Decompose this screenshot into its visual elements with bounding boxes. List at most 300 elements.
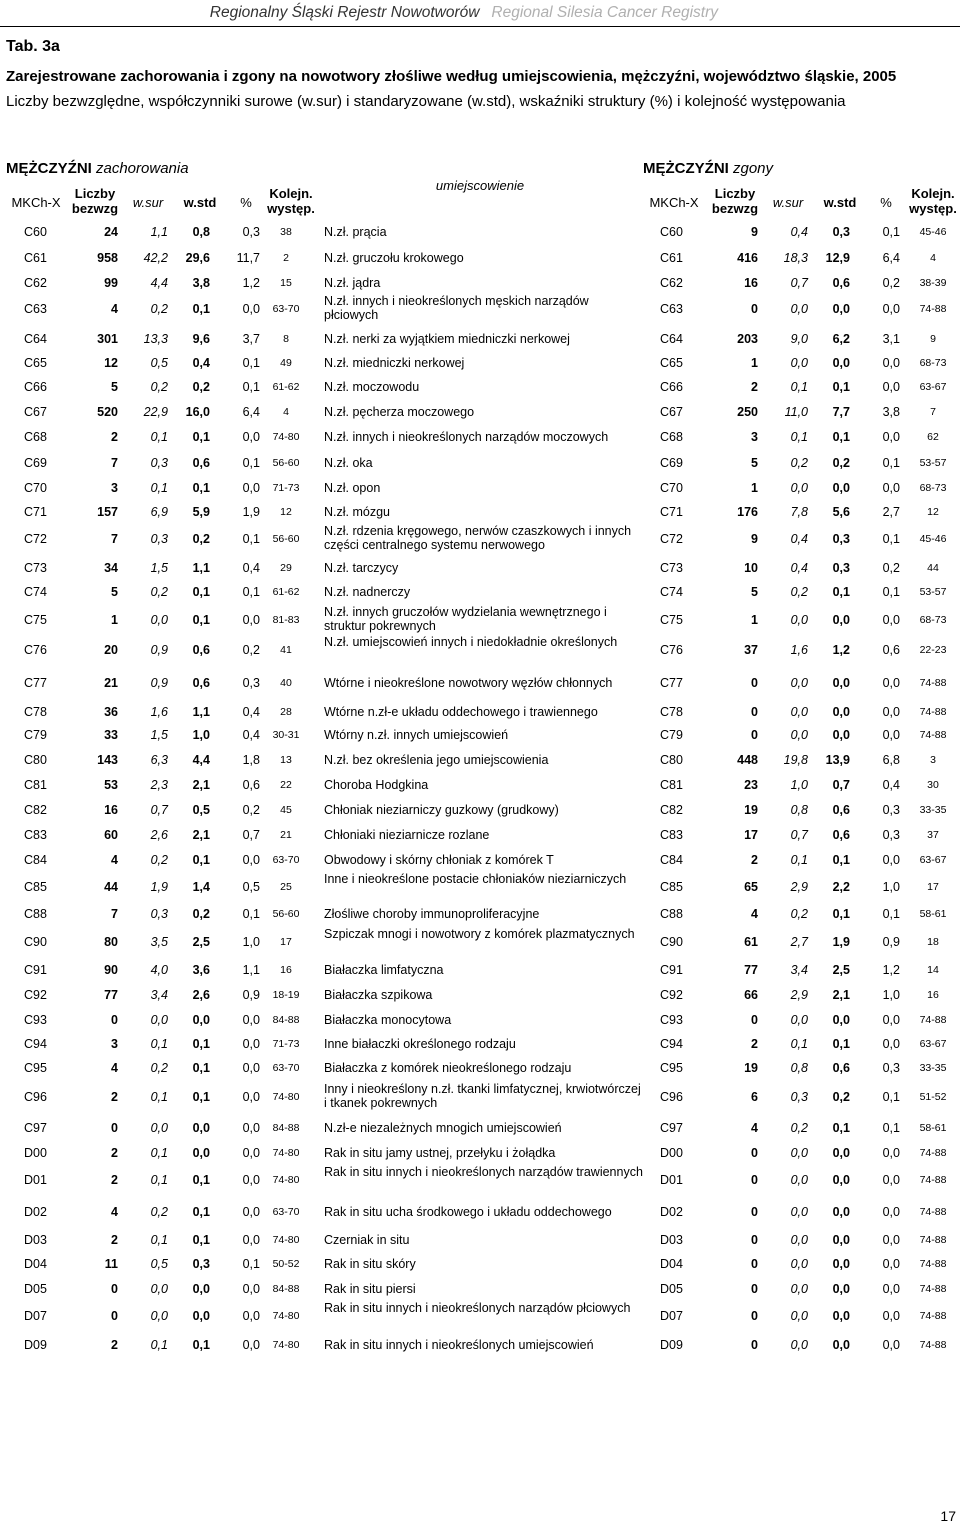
incidence-std-rate: 0,1 [192, 1061, 210, 1075]
mortality-std-rate: 0,0 [832, 1013, 850, 1027]
site-code: C79 [24, 728, 47, 742]
site-code: C94 [24, 1037, 47, 1051]
incidence-std-rate: 0,2 [192, 907, 210, 921]
incidence-crude-rate: 1,5 [150, 561, 168, 575]
incidence-percent: 6,4 [242, 405, 260, 419]
incidence-count: 90 [104, 963, 118, 977]
mortality-crude-rate: 0,0 [790, 1338, 808, 1352]
site-code: D02 [24, 1205, 47, 1219]
incidence-rank: 74-80 [272, 1174, 300, 1186]
mortality-std-rate: 0,0 [832, 356, 850, 370]
mortality-std-rate: 0,0 [832, 1309, 850, 1323]
mortality-count: 0 [751, 676, 758, 690]
site-code-mortality: D04 [660, 1257, 683, 1271]
incidence-rank: 18-19 [272, 989, 300, 1001]
site-code-mortality: D01 [660, 1173, 683, 1187]
incidence-rank: 17 [280, 936, 292, 948]
incidence-percent: 0,0 [242, 481, 260, 495]
site-code: D00 [24, 1146, 47, 1160]
incidence-std-rate: 0,1 [192, 613, 210, 627]
table-row [0, 585, 960, 599]
site-code-mortality: C96 [660, 1090, 683, 1104]
incidence-std-rate: 0,1 [192, 1037, 210, 1051]
mortality-percent: 0,2 [882, 561, 900, 575]
mortality-crude-rate: 0,2 [790, 585, 808, 599]
incidence-percent: 0,0 [242, 1205, 260, 1219]
mortality-percent: 0,0 [882, 302, 900, 316]
site-name: Chłoniaki nieziarnicze rozlane [324, 828, 490, 842]
col-header-count [70, 186, 120, 216]
site-code: C76 [24, 643, 47, 657]
incidence-rank: 15 [280, 277, 292, 289]
incidence-crude-rate: 0,1 [150, 1233, 168, 1247]
mortality-std-rate: 0,6 [832, 276, 850, 290]
incidence-count: 21 [104, 676, 118, 690]
mortality-count: 2 [751, 1037, 758, 1051]
mortality-crude-rate: 0,4 [790, 225, 808, 239]
site-code: D05 [24, 1282, 47, 1296]
mortality-std-rate: 0,0 [832, 481, 850, 495]
mortality-std-rate: 2,2 [832, 880, 850, 894]
incidence-crude-rate: 0,2 [150, 853, 168, 867]
incidence-crude-rate: 0,1 [150, 1173, 168, 1187]
table-row [0, 561, 960, 575]
mortality-rank: 33-35 [919, 1062, 947, 1074]
site-name: N.zł. innych i nieokreślonych narządów moczowych [324, 430, 609, 444]
mortality-percent: 0,2 [882, 276, 900, 290]
incidence-percent: 1,2 [242, 276, 260, 290]
mortality-std-rate: 0,1 [832, 585, 850, 599]
table-row [0, 1121, 960, 1135]
incidence-crude-rate: 1,6 [150, 705, 168, 719]
mortality-std-rate: 0,0 [832, 1257, 850, 1271]
incidence-rank: 61-62 [272, 381, 300, 393]
mortality-rank: 38-39 [919, 277, 947, 289]
incidence-rank: 38 [280, 226, 292, 238]
incidence-rank: 74-80 [272, 1234, 300, 1246]
mortality-crude-rate: 0,0 [790, 1257, 808, 1271]
col-header-count-line1: Liczby [74, 186, 116, 201]
mortality-percent: 0,0 [882, 728, 900, 742]
incidence-crude-rate: 0,1 [150, 1146, 168, 1160]
mortality-std-rate: 0,1 [832, 430, 850, 444]
incidence-std-rate: 2,1 [192, 828, 210, 842]
mortality-rank: 7 [930, 406, 936, 418]
mortality-rank: 74-88 [919, 729, 947, 741]
incidence-rank: 56-60 [272, 908, 300, 920]
mortality-count: 9 [751, 225, 758, 239]
mortality-percent: 3,1 [882, 332, 900, 346]
site-name: N.zł-e niezależnych mnogich umiejscowień [324, 1121, 562, 1135]
incidence-std-rate: 0,6 [192, 456, 210, 470]
mortality-rank: 44 [927, 562, 939, 574]
incidence-std-rate: 3,8 [192, 276, 210, 290]
site-code-mortality: C67 [660, 405, 683, 419]
mortality-rank: 74-88 [919, 1283, 947, 1295]
mortality-percent: 6,4 [882, 251, 900, 265]
site-name: Choroba Hodgkina [324, 778, 429, 792]
mortality-percent: 0,0 [882, 1233, 900, 1247]
table-row [0, 505, 960, 519]
mortality-rank: 51-52 [919, 1091, 947, 1103]
site-code: C82 [24, 803, 47, 817]
col-header-count-right [710, 186, 760, 216]
mortality-percent: 0,0 [882, 1013, 900, 1027]
incidence-percent: 0,0 [242, 302, 260, 316]
mortality-percent: 0,0 [882, 481, 900, 495]
table-row [0, 1061, 960, 1075]
mortality-percent: 0,0 [882, 1173, 900, 1187]
table-row [0, 803, 960, 817]
mortality-crude-rate: 2,9 [790, 988, 808, 1002]
incidence-std-rate: 0,1 [192, 481, 210, 495]
site-name: Wtórny n.zł. innych umiejscowień [324, 728, 509, 742]
incidence-count: 3 [111, 1037, 118, 1051]
site-code: C60 [24, 225, 47, 239]
incidence-percent: 3,7 [242, 332, 260, 346]
running-header-en: Regional Silesia Cancer Registry [491, 4, 718, 21]
mortality-percent: 0,0 [882, 380, 900, 394]
incidence-percent: 0,1 [242, 1257, 260, 1271]
mortality-rank: 58-61 [919, 1122, 947, 1134]
table-row [0, 1037, 960, 1051]
incidence-crude-rate: 0,1 [150, 1090, 168, 1104]
mortality-crude-rate: 0,0 [790, 1173, 808, 1187]
incidence-percent: 0,2 [242, 643, 260, 657]
site-code: C65 [24, 356, 47, 370]
incidence-rank: 50-52 [272, 1258, 300, 1270]
incidence-count: 2 [111, 430, 118, 444]
mortality-rank: 30 [927, 779, 939, 791]
incidence-crude-rate: 0,2 [150, 1061, 168, 1075]
site-name: Rak in situ innych i nieokreślonych narządów trawiennych [324, 1165, 643, 1179]
incidence-percent: 0,0 [242, 1282, 260, 1296]
col-header-count-line2: bezwzg [71, 201, 119, 216]
incidence-rank: 74-80 [272, 431, 300, 443]
mortality-count: 9 [751, 532, 758, 546]
mortality-rank: 74-88 [919, 1258, 947, 1270]
mortality-rank: 74-88 [919, 1206, 947, 1218]
mortality-crude-rate: 0,0 [790, 1309, 808, 1323]
site-code-mortality: D07 [660, 1309, 683, 1323]
site-code-mortality: C70 [660, 481, 683, 495]
table-row [0, 1082, 960, 1110]
incidence-rank: 8 [283, 333, 289, 345]
mortality-std-rate: 0,0 [832, 613, 850, 627]
site-code: C90 [24, 935, 47, 949]
incidence-crude-rate: 0,2 [150, 1205, 168, 1219]
mortality-percent: 2,7 [882, 505, 900, 519]
site-name: Białaczka z komórek nieokreślonego rodzaju [324, 1061, 572, 1075]
col-header-site: umiejscowienie [435, 178, 525, 193]
site-name: N.zł. umiejscowień innych i niedokładnie określonych [324, 635, 618, 649]
incidence-count: 2 [111, 1338, 118, 1352]
incidence-std-rate: 0,1 [192, 430, 210, 444]
site-code-mortality: C75 [660, 613, 683, 627]
table-row [0, 907, 960, 921]
incidence-count: 0 [111, 1282, 118, 1296]
mortality-rank: 74-88 [919, 1339, 947, 1351]
mortality-percent: 0,3 [882, 803, 900, 817]
page-number: 17 [940, 1508, 956, 1523]
mortality-rank: 58-61 [919, 908, 947, 920]
incidence-rank: 63-70 [272, 303, 300, 315]
mortality-percent: 0,1 [882, 1121, 900, 1135]
mortality-rank: 3 [930, 754, 936, 766]
site-name: N.zł. prącia [324, 225, 387, 239]
mortality-percent: 0,6 [882, 643, 900, 657]
mortality-count: 37 [744, 643, 758, 657]
incidence-std-rate: 0,1 [192, 1173, 210, 1187]
incidence-rank: 63-70 [272, 1206, 300, 1218]
mortality-count: 3 [751, 430, 758, 444]
mortality-std-rate: 0,6 [832, 828, 850, 842]
table-row [0, 728, 960, 742]
incidence-percent: 0,0 [242, 1233, 260, 1247]
mortality-crude-rate: 0,0 [790, 302, 808, 316]
mortality-std-rate: 1,2 [832, 643, 850, 657]
mortality-count: 4 [751, 907, 758, 921]
mortality-std-rate: 0,3 [832, 225, 850, 239]
mortality-std-rate: 0,6 [832, 803, 850, 817]
mortality-std-rate: 1,9 [832, 935, 850, 949]
incidence-count: 0 [111, 1121, 118, 1135]
site-name: Obwodowy i skórny chłoniak z komórek T [324, 853, 554, 867]
incidence-crude-rate: 0,3 [150, 532, 168, 546]
mortality-rank: 45-46 [919, 226, 947, 238]
running-header [210, 4, 718, 22]
incidence-percent: 0,1 [242, 532, 260, 546]
incidence-std-rate: 0,5 [192, 803, 210, 817]
incidence-crude-rate: 0,5 [150, 356, 168, 370]
mortality-std-rate: 0,1 [832, 1121, 850, 1135]
mortality-percent: 0,0 [882, 356, 900, 370]
table-row [0, 430, 960, 444]
site-name: Rak in situ skóry [324, 1257, 416, 1271]
table-row [0, 405, 960, 419]
mortality-std-rate: 0,0 [832, 1146, 850, 1160]
mortality-crude-rate: 0,2 [790, 907, 808, 921]
site-code: C62 [24, 276, 47, 290]
mortality-rank: 63-67 [919, 381, 947, 393]
mortality-crude-rate: 0,0 [790, 705, 808, 719]
table-row [0, 294, 960, 322]
incidence-rank: 74-80 [272, 1091, 300, 1103]
site-code-mortality: C95 [660, 1061, 683, 1075]
site-code: C72 [24, 532, 47, 546]
site-code: C88 [24, 907, 47, 921]
site-code-mortality: C65 [660, 356, 683, 370]
incidence-rank: 13 [280, 754, 292, 766]
mortality-crude-rate: 18,3 [783, 251, 808, 265]
site-name: Inny i nieokreślony n.zł. tkanki limfatycznej, krwiotwórczej i tkanek pokrewnych [324, 1082, 641, 1110]
mortality-count: 1 [751, 356, 758, 370]
incidence-percent: 0,0 [242, 1061, 260, 1075]
incidence-rank: 74-80 [272, 1310, 300, 1322]
incidence-count: 0 [111, 1309, 118, 1323]
mortality-std-rate: 5,6 [832, 505, 850, 519]
site-name: N.zł. gruczołu krokowego [324, 251, 464, 265]
incidence-count: 80 [104, 935, 118, 949]
site-code: C74 [24, 585, 47, 599]
incidence-rank: 71-73 [272, 1038, 300, 1050]
site-code: C68 [24, 430, 47, 444]
mortality-std-rate: 0,0 [832, 1233, 850, 1247]
incidence-std-rate: 0,4 [192, 356, 210, 370]
incidence-std-rate: 0,0 [192, 1146, 210, 1160]
col-header-rank [264, 186, 318, 216]
incidence-count: 157 [97, 505, 118, 519]
incidence-crude-rate: 6,3 [150, 753, 168, 767]
incidence-rank: 84-88 [272, 1122, 300, 1134]
mortality-count: 0 [751, 1282, 758, 1296]
incidence-rank: 30-31 [272, 729, 300, 741]
mortality-std-rate: 0,0 [832, 302, 850, 316]
mortality-std-rate: 6,2 [832, 332, 850, 346]
mortality-crude-rate: 0,4 [790, 532, 808, 546]
site-code: C61 [24, 251, 47, 265]
mortality-count: 77 [744, 963, 758, 977]
table-title: Zarejestrowane zachorowania i zgony na nowotwory złośliwe według umiejscowienia, mężczyźni, województwo śląskie, 2005 [6, 68, 897, 85]
incidence-rank: 71-73 [272, 482, 300, 494]
mortality-count: 448 [737, 753, 758, 767]
section-sex-right: MĘŻCZYŹNI [643, 160, 729, 177]
site-code: C83 [24, 828, 47, 842]
incidence-std-rate: 2,1 [192, 778, 210, 792]
incidence-crude-rate: 22,9 [143, 405, 168, 419]
site-name: Rak in situ innych i nieokreślonych umiejscowień [324, 1338, 594, 1352]
site-code-mortality: C68 [660, 430, 683, 444]
mortality-count: 416 [737, 251, 758, 265]
site-code-mortality: C92 [660, 988, 683, 1002]
table-row [0, 635, 960, 657]
incidence-crude-rate: 13,3 [143, 332, 168, 346]
table-row [0, 1338, 960, 1352]
mortality-crude-rate: 0,3 [790, 1090, 808, 1104]
table-row [0, 828, 960, 842]
site-code-mortality: D09 [660, 1338, 683, 1352]
incidence-percent: 0,1 [242, 380, 260, 394]
mortality-percent: 0,3 [882, 828, 900, 842]
incidence-count: 36 [104, 705, 118, 719]
table-label: Tab. 3a [6, 38, 60, 55]
incidence-std-rate: 9,6 [192, 332, 210, 346]
mortality-crude-rate: 0,0 [790, 481, 808, 495]
mortality-percent: 6,8 [882, 753, 900, 767]
site-name: N.zł. miedniczki nerkowej [324, 356, 465, 370]
incidence-count: 1 [111, 613, 118, 627]
incidence-percent: 0,1 [242, 356, 260, 370]
incidence-percent: 11,7 [236, 251, 260, 265]
incidence-rank: 2 [283, 252, 289, 264]
table-row [0, 1233, 960, 1247]
incidence-crude-rate: 4,4 [150, 276, 168, 290]
site-name: N.zł. bez określenia jego umiejscowienia [324, 753, 549, 767]
site-name: N.zł. mózgu [324, 505, 390, 519]
site-code: C78 [24, 705, 47, 719]
mortality-count: 66 [744, 988, 758, 1002]
incidence-count: 5 [111, 585, 118, 599]
mortality-std-rate: 0,0 [832, 676, 850, 690]
incidence-percent: 0,0 [242, 1037, 260, 1051]
site-code: C70 [24, 481, 47, 495]
site-name: N.zł. innych i nieokreślonych męskich narządów płciowych [324, 294, 589, 322]
incidence-percent: 0,0 [242, 1173, 260, 1187]
incidence-std-rate: 1,0 [192, 728, 210, 742]
site-name: Szpiczak mnogi i nowotwory z komórek plazmatycznych [324, 927, 635, 941]
table-row [0, 332, 960, 346]
mortality-rank: 68-73 [919, 357, 947, 369]
incidence-std-rate: 0,1 [192, 302, 210, 316]
incidence-percent: 0,2 [242, 803, 260, 817]
mortality-percent: 0,0 [882, 676, 900, 690]
col-header-rank-line2: występ. [267, 201, 315, 216]
incidence-crude-rate: 0,0 [150, 1013, 168, 1027]
incidence-percent: 1,9 [242, 505, 260, 519]
section-mortality-heading [643, 160, 773, 177]
table-row [0, 380, 960, 394]
col-header-code-right: MKCh-X [649, 195, 699, 210]
incidence-std-rate: 0,6 [192, 643, 210, 657]
incidence-count: 33 [104, 728, 118, 742]
mortality-rank: 53-57 [919, 457, 947, 469]
mortality-count: 1 [751, 481, 758, 495]
site-code-mortality: C66 [660, 380, 683, 394]
table-row [0, 1165, 960, 1187]
mortality-std-rate: 0,0 [832, 1338, 850, 1352]
incidence-rank: 63-70 [272, 1062, 300, 1074]
incidence-crude-rate: 0,9 [150, 643, 168, 657]
site-code-mortality: C79 [660, 728, 683, 742]
incidence-percent: 0,0 [242, 1338, 260, 1352]
mortality-std-rate: 0,2 [832, 456, 850, 470]
mortality-percent: 0,0 [882, 430, 900, 444]
site-code: C97 [24, 1121, 47, 1135]
incidence-rank: 74-80 [272, 1147, 300, 1159]
table-row [0, 872, 960, 894]
incidence-std-rate: 0,0 [192, 1121, 210, 1135]
incidence-count: 7 [111, 456, 118, 470]
mortality-crude-rate: 0,2 [790, 456, 808, 470]
table-row [0, 524, 960, 552]
mortality-rank: 14 [927, 964, 939, 976]
col-header-rank-line1: Kolejn. [269, 186, 313, 201]
incidence-percent: 0,0 [242, 613, 260, 627]
incidence-crude-rate: 42,2 [143, 251, 168, 265]
mortality-percent: 0,9 [882, 935, 900, 949]
mortality-std-rate: 0,1 [832, 853, 850, 867]
incidence-rank: 81-83 [272, 614, 300, 626]
incidence-count: 7 [111, 532, 118, 546]
table-row [0, 605, 960, 633]
mortality-count: 65 [744, 880, 758, 894]
mortality-crude-rate: 0,8 [790, 1061, 808, 1075]
site-code-mortality: C83 [660, 828, 683, 842]
incidence-percent: 0,7 [242, 828, 260, 842]
mortality-percent: 0,0 [882, 1257, 900, 1271]
mortality-percent: 0,3 [882, 1061, 900, 1075]
mortality-std-rate: 0,0 [832, 1173, 850, 1187]
site-code-mortality: C71 [660, 505, 683, 519]
site-code-mortality: C72 [660, 532, 683, 546]
mortality-percent: 0,0 [882, 705, 900, 719]
incidence-std-rate: 0,2 [192, 380, 210, 394]
section-sex-left: MĘŻCZYŹNI [6, 160, 92, 177]
table-row [0, 1013, 960, 1027]
table-row [0, 778, 960, 792]
incidence-std-rate: 0,1 [192, 853, 210, 867]
mortality-count: 0 [751, 1146, 758, 1160]
